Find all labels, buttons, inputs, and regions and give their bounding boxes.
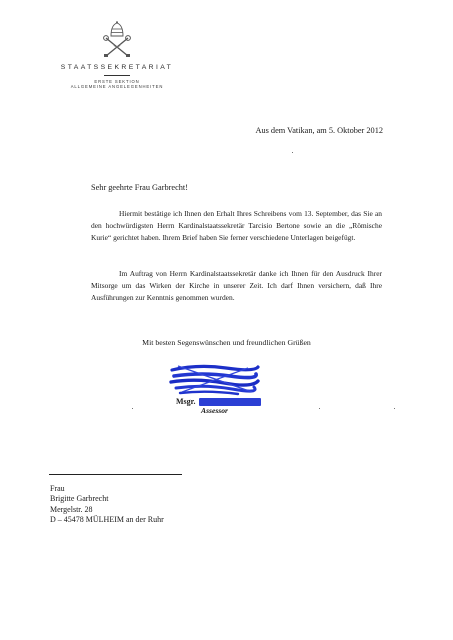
address-window-rule	[49, 474, 182, 475]
section-line-2: ALLGEMEINE ANGELEGENHEITEN	[70, 84, 164, 90]
recipient-city: D – 45478 MÜLHEIM an der Ruhr	[50, 515, 164, 525]
paper-speck	[132, 408, 133, 409]
letterhead-divider	[104, 75, 130, 76]
recipient-salutation: Frau	[50, 484, 65, 493]
redacted-name	[199, 398, 261, 406]
signature-scribble	[168, 362, 260, 398]
recipient-street: Mergelstr. 28	[50, 504, 93, 514]
office-name: STAATSSEKRETARIAT	[60, 64, 174, 71]
paper-speck	[319, 408, 320, 409]
closing-line: Mit besten Segenswünschen und freundlichen Grüßen	[142, 338, 311, 347]
letterhead	[52, 20, 182, 89]
signatory-prefix: Msgr.	[176, 397, 196, 406]
recipient-name: Brigitte Garbrecht	[50, 494, 109, 504]
paper-speck	[292, 152, 293, 153]
section-line-1: ERSTE SEKTION	[94, 79, 140, 84]
papal-keys-emblem-icon	[100, 20, 134, 60]
greeting: Sehr geehrte Frau Garbrecht!	[91, 183, 188, 192]
dateline: Aus dem Vatikan, am 5. Oktober 2012	[255, 126, 383, 135]
signatory-title: Assessor	[201, 406, 229, 415]
body-paragraph-2: Im Auftrag von Herrn Kardinalstaatssekretär danke ich Ihnen für den Ausdruck Ihrer Mitsorge um das Wirken der Kirche in unserer Zeit. Ich darf Ihnen versichern, daß Ihre Ausführungen zur Kenntnis genommen wurden.	[91, 269, 382, 303]
recipient-address	[50, 484, 164, 526]
body-paragraph-1: Hiermit bestätige ich Ihnen den Erhalt Ihres Schreibens vom 13. September, das Sie an den hochwürdigsten Herrn Kardinalstaatssekretär Tarcisio Bertone sowie an die „Römische Kurie“ gerichtet haben. Ihrem Brief haben Sie ferner verschiedene Unterlagen beigefügt.	[91, 209, 382, 243]
paper-speck	[394, 408, 395, 409]
